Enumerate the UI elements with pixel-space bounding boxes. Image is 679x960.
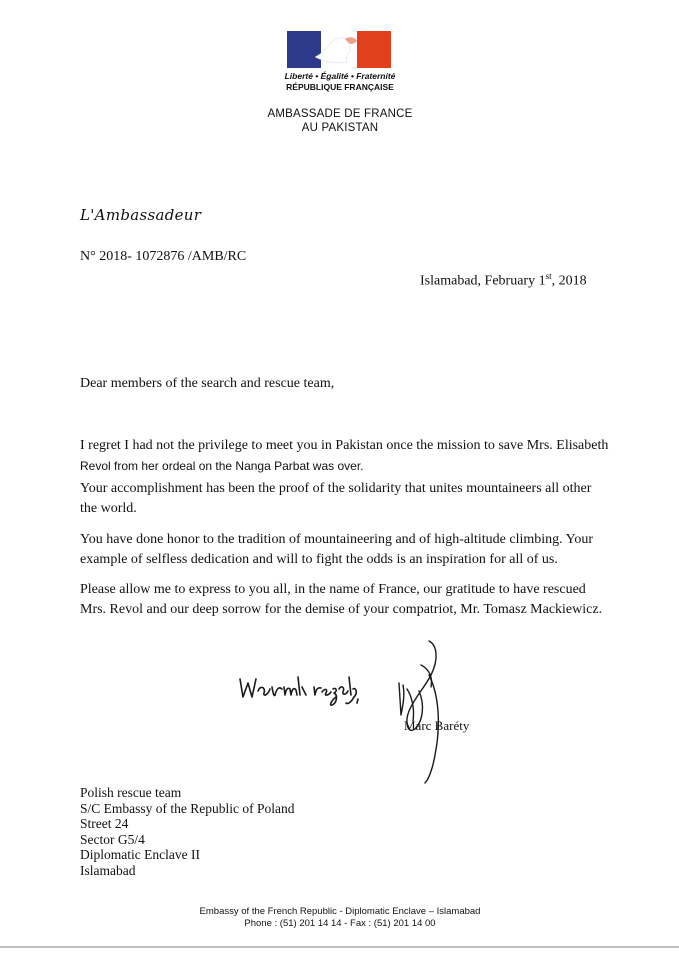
paragraph-4: Please allow me to express to you all, in the name of France, our gratitude to have rescued Mrs. Revol and our deep sorrow for the demise of your compatriot, Mr. Tomasz Mackiewicz. [80, 582, 603, 617]
embassy-name-line1: AMBASSADE DE FRANCE [267, 108, 413, 120]
paragraph-1-line2: Revol from her ordeal on the Nanga Parbat was over. [80, 459, 364, 473]
paragraph-1-line1: I regret I had not the privilege to meet you in Pakistan once the mission to save Mrs. Elisabeth [80, 438, 609, 453]
embassy-name-line2: AU PAKISTAN [301, 122, 379, 134]
republique-francaise-logo [287, 31, 391, 68]
reference-number: N° 2018- 1072876 /AMB/RC [80, 249, 247, 264]
date-ordinal: st [545, 271, 552, 281]
page-edge-divider [0, 946, 679, 948]
footer-address: Embassy of the French Republic - Diplomatic Enclave – Islamabad [199, 906, 481, 917]
footer-contact: Phone : (51) 201 14 14 - Fax : (51) 201 14 00 [244, 918, 436, 929]
address-line-5: Diplomatic Enclave II [80, 847, 200, 862]
motto: Liberté • Égalité • Fraternité [284, 71, 396, 81]
date-prefix: Islamabad, February 1 [420, 273, 546, 289]
address-line-1: Polish rescue team [80, 785, 182, 800]
paragraph-2: Your accomplishment has been the proof of the solidarity that unites mountaineers all other the world. [80, 481, 592, 516]
address-line-2: S/C Embassy of the Republic of Poland [80, 800, 295, 816]
date-line [420, 271, 587, 290]
address-line-4: Sector G5/4 [80, 831, 145, 847]
address-line-6: Islamabad [80, 862, 136, 878]
republic-name: RÉPUBLIQUE FRANÇAISE [286, 82, 394, 92]
signer-name: Marc Baréty [404, 718, 470, 733]
handwritten-closing [230, 665, 360, 715]
address-line-3: Street 24 [80, 816, 129, 831]
signatory-title: L'Ambassadeur [80, 206, 202, 224]
date-year: , 2018 [551, 273, 587, 289]
paragraph-1 [80, 436, 610, 477]
signature [385, 635, 465, 785]
paragraph-3: You have done honor to the tradition of mountaineering and of high-altitude climbing. Your example of selfless dedication and will to fight the odds is an inspiration for all of us. [80, 532, 594, 567]
salutation: Dear members of the search and rescue team, [80, 376, 335, 391]
